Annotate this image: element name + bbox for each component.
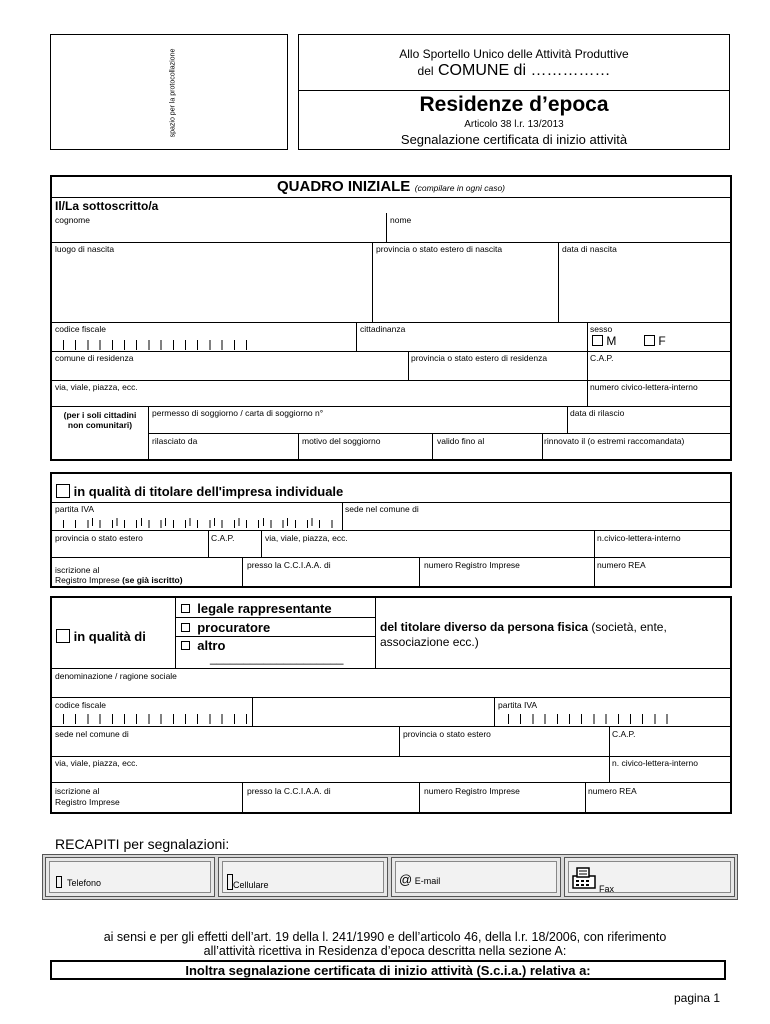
civico-label-3: n. civico-lettera-interno xyxy=(612,758,698,768)
recipient-del: del xyxy=(417,64,434,78)
protocol-box xyxy=(50,34,288,150)
titolare-option[interactable] xyxy=(56,484,343,499)
quadro-title-text: QUADRO INIZIALE xyxy=(276,178,411,195)
presso-field[interactable] xyxy=(243,571,419,586)
legale-checkbox[interactable] xyxy=(181,604,190,613)
legale-label: legale rappresentante xyxy=(197,601,332,616)
data-rilascio-label: data di rilascio xyxy=(570,408,625,418)
recapiti-bar xyxy=(42,854,738,900)
non-comunitari-label: (per i soli cittadini non comunitari) xyxy=(63,410,137,430)
luogo-nascita-label: luogo di nascita xyxy=(55,244,115,254)
legal-text-line2: all’attività ricettiva in Residenza d’epoca descritta nella sezione A: xyxy=(203,944,567,958)
motivo-field[interactable] xyxy=(299,446,432,459)
titolare-section xyxy=(50,472,732,588)
codice-fiscale-label: codice fiscale xyxy=(55,324,107,334)
provincia-nascita-label: provincia o stato estero di nascita xyxy=(376,244,503,254)
header-divider xyxy=(299,90,729,91)
data-nascita-label: data di nascita xyxy=(562,244,617,254)
registro-text: Registro Imprese xyxy=(55,575,120,585)
numero-registro-field-2[interactable] xyxy=(420,797,585,811)
numero-registro-field[interactable] xyxy=(420,571,594,586)
cap-label-2: C.A.P. xyxy=(211,533,235,543)
page-title: Residenze d’epoca xyxy=(419,93,609,116)
qualita-checkbox[interactable] xyxy=(56,629,70,643)
sesso-f-checkbox[interactable] xyxy=(644,335,655,346)
cap-field-2[interactable] xyxy=(209,543,261,556)
quadro-title xyxy=(52,178,730,196)
luogo-nascita-field[interactable] xyxy=(52,255,372,321)
valido-field[interactable] xyxy=(433,446,542,459)
provincia-label-2: provincia o stato estero xyxy=(403,729,491,739)
altro-field[interactable]: ____________________ xyxy=(210,651,344,665)
cittadinanza-label: cittadinanza xyxy=(360,324,406,334)
via-label: via, viale, piazza, ecc. xyxy=(55,382,138,392)
sede-field[interactable] xyxy=(343,514,730,529)
titolare-checkbox[interactable] xyxy=(56,484,70,498)
permesso-field[interactable] xyxy=(149,418,567,433)
telefono-label: Telefono xyxy=(67,878,102,888)
quadro-iniziale xyxy=(50,175,732,461)
via-label-3: via, viale, piazza, ecc. xyxy=(55,758,138,768)
sede-label-2: sede nel comune di xyxy=(55,729,129,739)
provincia-label: provincia o stato estero xyxy=(55,533,143,543)
cellulare-label-wrap xyxy=(227,874,269,890)
email-label: E-mail xyxy=(414,876,441,886)
registro-label-2: Registro Imprese xyxy=(55,797,120,807)
altro-checkbox[interactable] xyxy=(181,641,190,650)
via-label-2: via, viale, piazza, ecc. xyxy=(265,533,348,543)
via-field-2[interactable] xyxy=(262,543,594,556)
motivo-label: motivo del soggiorno xyxy=(302,436,381,446)
piva-field-2[interactable] xyxy=(508,714,673,724)
piva-label: partita IVA xyxy=(55,504,95,514)
cap-field-3[interactable] xyxy=(610,740,730,755)
rilasciato-da-label: rilasciato da xyxy=(152,436,198,446)
phone-icon xyxy=(56,876,62,888)
presso-label: presso la C.C.I.A.A. di xyxy=(247,560,331,570)
civico-label: numero civico-lettera-interno xyxy=(590,382,698,392)
email-icon: @ xyxy=(399,872,413,887)
protocol-label: spazio per la protocollazione xyxy=(169,48,177,138)
numero-rea-field[interactable] xyxy=(595,571,730,586)
civico-field[interactable] xyxy=(588,392,730,406)
data-nascita-field[interactable] xyxy=(559,255,730,321)
codice-fiscale-field[interactable] xyxy=(63,340,258,350)
fax-field[interactable] xyxy=(564,857,735,897)
cellulare-label: Cellulare xyxy=(233,880,269,890)
legal-text xyxy=(30,930,740,958)
nome-label: nome xyxy=(390,215,412,225)
provincia-field-2[interactable] xyxy=(400,740,609,755)
permesso-label: permesso di soggiorno / carta di soggiorno n° xyxy=(152,408,324,418)
comune-residenza-label: comune di residenza xyxy=(55,353,134,363)
sede-label: sede nel comune di xyxy=(345,504,419,514)
cap-label-3: C.A.P. xyxy=(612,729,636,739)
numero-rea-field-2[interactable] xyxy=(586,797,730,811)
civico-field-3[interactable] xyxy=(610,768,730,781)
procuratore-checkbox[interactable] xyxy=(181,623,190,632)
data-rilascio-field[interactable] xyxy=(568,418,730,433)
telefono-label-wrap xyxy=(56,876,101,888)
nome-field[interactable] xyxy=(387,223,730,241)
sesso-m-label: M xyxy=(606,334,617,348)
sesso-m-checkbox[interactable] xyxy=(592,335,603,346)
provincia-field[interactable] xyxy=(52,543,208,556)
recipient-comune-text: COMUNE di …………… xyxy=(438,62,611,79)
provincia-residenza-field[interactable] xyxy=(409,363,587,379)
cittadinanza-field[interactable] xyxy=(357,333,587,351)
email-label-wrap xyxy=(399,872,440,887)
se-iscritto-text: (se già iscritto) xyxy=(122,575,183,585)
cellulare-field[interactable] xyxy=(218,857,388,897)
option-procuratore[interactable] xyxy=(181,620,270,636)
fax-label: Fax xyxy=(599,884,615,894)
numero-registro-label: numero Registro Imprese xyxy=(424,560,520,570)
page-number: pagina 1 xyxy=(674,991,721,1005)
numero-rea-label-2: numero REA xyxy=(588,786,637,796)
cognome-label: cognome xyxy=(55,215,90,225)
cap-label: C.A.P. xyxy=(590,353,614,363)
scia-banner: Inoltra segnalazione certificata di inizio attività (S.c.i.a.) relativa a: xyxy=(50,960,726,980)
via-field-3[interactable] xyxy=(52,768,609,781)
civico-field-2[interactable] xyxy=(595,543,730,556)
qualita-section xyxy=(50,596,732,814)
sesso-f-option[interactable] xyxy=(644,335,666,347)
qualita-desc-rest: (società, ente, xyxy=(591,620,667,634)
recipient-comune xyxy=(299,62,729,80)
provincia-nascita-field[interactable] xyxy=(373,255,558,321)
rilasciato-da-field[interactable] xyxy=(149,446,298,459)
page-subtitle: Segnalazione certificata di inizio attività xyxy=(400,132,628,147)
valido-label: valido fino al xyxy=(437,436,485,446)
procuratore-label: procuratore xyxy=(197,620,271,635)
civico-label-2: n.civico-lettera-interno xyxy=(597,533,681,543)
provincia-residenza-label: provincia o stato estero di residenza xyxy=(411,353,548,363)
rinnovato-field[interactable] xyxy=(543,446,730,459)
recapiti-title: RECAPITI per segnalazioni: xyxy=(55,836,230,852)
legal-text-line1: ai sensi e per gli effetti dell’art. 19 della l. 241/1990 e dell’articolo 46, della l.r. 18/2006, con riferimento xyxy=(103,930,667,944)
codice-fiscale-label-2: codice fiscale xyxy=(55,700,107,710)
qualita-desc-bold: del titolare diverso da persona fisica xyxy=(380,620,589,634)
rinnovato-label: rinnovato il (o estremi raccomandata) xyxy=(544,436,685,446)
numero-rea-label: numero REA xyxy=(597,560,646,570)
presso-label-2: presso la C.C.I.A.A. di xyxy=(247,786,331,796)
quadro-title-note: (compilare in ogni caso) xyxy=(414,183,506,193)
codice-fiscale-field-2[interactable] xyxy=(63,714,252,724)
registro-label xyxy=(55,575,183,585)
sede-field-2[interactable] xyxy=(52,740,399,755)
titolare-title: in qualità di titolare dell'impresa individuale xyxy=(73,484,344,499)
denominazione-field[interactable] xyxy=(52,682,730,696)
piva-ticks xyxy=(63,520,333,528)
cognome-field[interactable] xyxy=(52,223,386,241)
recipient-box xyxy=(298,34,730,150)
cap-field[interactable] xyxy=(588,363,730,379)
fax-icon xyxy=(571,866,597,890)
recipient-line: Allo Sportello Unico delle Attività Produttive xyxy=(399,47,629,61)
presso-field-2[interactable] xyxy=(243,797,419,811)
email-field[interactable] xyxy=(391,857,561,897)
qualita-label: in qualità di xyxy=(73,629,146,644)
denominazione-label: denominazione / ragione sociale xyxy=(55,671,177,681)
law-reference: Articolo 38 l.r. 13/2013 xyxy=(464,119,564,130)
qualita-desc xyxy=(380,620,667,650)
qualita-desc-rest2: associazione ecc.) xyxy=(380,635,479,649)
altro-label: altro xyxy=(197,638,226,653)
signer-label: Il/La sottoscritto/a xyxy=(55,199,159,213)
option-legale[interactable] xyxy=(181,601,332,617)
iscrizione-label: iscrizione al xyxy=(55,565,100,575)
sesso-label: sesso xyxy=(590,324,613,334)
piva-label-2: partita IVA xyxy=(498,700,538,710)
sesso-m-option[interactable] xyxy=(592,335,616,347)
via-field[interactable] xyxy=(52,392,587,406)
sesso-f-label: F xyxy=(658,334,666,348)
qualita-option[interactable] xyxy=(56,629,146,644)
numero-registro-label-2: numero Registro Imprese xyxy=(424,786,520,796)
telefono-field[interactable] xyxy=(45,857,215,897)
iscrizione-label-2: iscrizione al xyxy=(55,786,100,796)
comune-residenza-field[interactable] xyxy=(52,363,408,379)
